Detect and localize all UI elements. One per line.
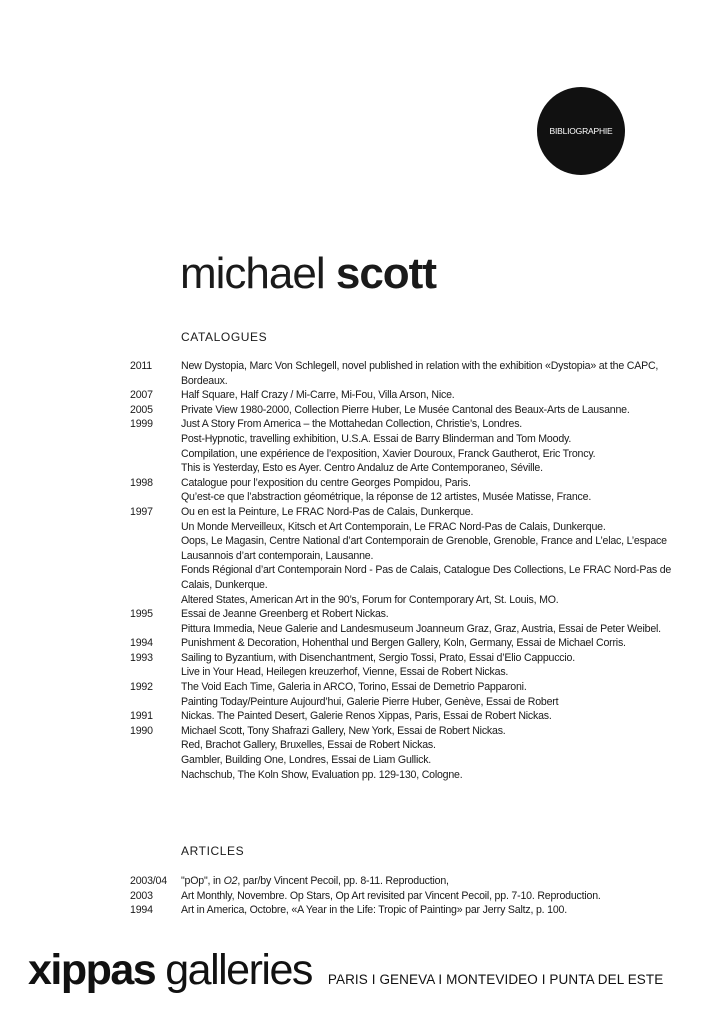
entry-text: The Void Each Time, Galeria in ARCO, Torino, Essai de Demetrio Papparoni. <box>181 681 527 694</box>
entry-text: Red, Brachot Gallery, Bruxelles, Essai de Robert Nickas. <box>181 739 436 752</box>
artist-name <box>180 248 436 300</box>
entry-year: 1995 <box>130 608 153 621</box>
catalogue-entry <box>130 651 678 680</box>
footer <box>28 946 663 1002</box>
badge-label: BIBLIOGRAPHIE <box>549 126 613 136</box>
artist-last-name: scott <box>335 249 436 298</box>
entry-text: Post-Hypnotic, travelling exhibition, U.S.A. Essai de Barry Blinderman and Tom Moody. <box>181 432 572 445</box>
entry-text: Painting Today/Peinture Aujourd’hui, Galerie Pierre Huber, Genève, Essai de Robert <box>181 695 559 708</box>
entry-text: Private View 1980-2000, Collection Pierre Huber, Le Musée Cantonal des Beaux-Arts de Lausanne. <box>181 403 630 416</box>
entry-year: 1992 <box>130 681 153 694</box>
entry-text: Sailing to Byzantium, with Disenchantment, Sergio Tossi, Prato, Essai d’Elio Cappuccio. <box>181 651 575 664</box>
entry-text <box>181 903 678 918</box>
entry-year: 1991 <box>130 710 153 723</box>
article-entry <box>130 903 678 918</box>
entry-text: Oops, Le Magasin, Centre National d’art Contemporain de Grenoble, Grenoble, France and L’elac, L’espace Lausannois d’art contemporain, Lausanne. <box>181 535 667 562</box>
entry-text: Catalogue pour l’exposition du centre Georges Pompidou, Paris. <box>181 476 471 489</box>
catalogue-entry <box>130 417 678 475</box>
artist-first-name: michael <box>180 249 325 298</box>
entry-text: Gambler, Building One, Londres, Essai de Liam Gullick. <box>181 754 432 767</box>
entry-text: Altered States, American Art in the 90’s, Forum for Contemporary Art, St. Louis, MO. <box>181 593 559 606</box>
catalogue-entry <box>130 709 678 724</box>
entry-text: Qu’est-ce que l’abstraction géométrique, la réponse de 12 artistes, Musée Matisse, France. <box>181 491 592 504</box>
catalogue-entry <box>130 607 678 636</box>
entry-text: Un Monde Merveilleux, Kitsch et Art Contemporain, Le FRAC Nord-Pas de Calais, Dunkerque. <box>181 520 606 533</box>
articles-list <box>130 874 678 918</box>
entry-text: This is Yesterday, Esto es Ayer. Centro Andaluz de Arte Contemporaneo, Séville. <box>181 462 543 475</box>
entry-text: Pittura Immedia, Neue Galerie and Landesmuseum Joanneum Graz, Graz, Austria, Essai de Peter Weibel. <box>181 622 661 635</box>
entry-text: Compilation, une expérience de l’exposition, Xavier Douroux, Franck Gautherot, Eric Troncy. <box>181 447 596 460</box>
entry-text: Ou en est la Peinture, Le FRAC Nord-Pas de Calais, Dunkerque. <box>181 505 474 518</box>
articles-heading: ARTICLES <box>181 844 245 858</box>
catalogue-entry <box>130 505 678 607</box>
entry-year: 2003/04 <box>130 875 167 887</box>
entry-year: 2005 <box>130 403 153 416</box>
entry-text: Live in Your Head, Heilegen kreuzerhof, Vienne, Essai de Robert Nickas. <box>181 666 509 679</box>
gallery-brand-light: galleries <box>165 946 312 994</box>
catalogues-heading: CATALOGUES <box>181 330 268 344</box>
catalogue-entry <box>130 476 678 505</box>
entry-text-italic: O2 <box>223 875 238 887</box>
entry-year: 1994 <box>130 637 153 650</box>
entry-year: 2007 <box>130 389 153 402</box>
entry-text <box>181 874 678 889</box>
bibliographie-badge <box>537 87 625 175</box>
catalogue-entry <box>130 403 678 418</box>
gallery-brand-bold: xippas <box>28 946 156 994</box>
entry-year: 1994 <box>130 904 153 917</box>
entry-text-pre: "pOp", in <box>181 875 224 887</box>
entry-text: Punishment & Decoration, Hohenthal und Bergen Gallery, Koln, Germany, Essai de Michael Corris. <box>181 637 626 650</box>
article-entry <box>130 874 678 889</box>
entry-text: New Dystopia, Marc Von Schlegell, novel published in relation with the exhibition «Dystopia» at the CAPC, Bordeaux. <box>181 360 659 387</box>
catalogue-entry <box>130 388 678 403</box>
entry-year: 2011 <box>130 360 152 372</box>
entry-text-pre: Art in America, Octobre, «A Year in the Life: Tropic of Painting» par Jerry Saltz, p. 100. <box>181 904 567 917</box>
entry-text: Fonds Régional d’art Contemporain Nord - Pas de Calais, Catalogue Des Collections, Le FRAC Nord-Pas de Calais, Dunkerque. <box>181 564 672 591</box>
entry-text: Just A Story From America – the Mottahedan Collection, Christie’s, Londres. <box>181 418 523 431</box>
entry-text: Essai de Jeanne Greenberg et Robert Nickas. <box>181 608 389 621</box>
entry-year: 2003 <box>130 889 153 902</box>
catalogue-entry <box>130 680 678 709</box>
entry-text: Half Square, Half Crazy / Mi-Carre, Mi-Fou, Villa Arson, Nice. <box>181 389 455 402</box>
catalogue-entry <box>130 636 678 651</box>
entry-year: 1993 <box>130 651 153 664</box>
article-entry <box>130 889 678 904</box>
catalogue-entry <box>130 724 678 782</box>
entry-text: Michael Scott, Tony Shafrazi Gallery, New York, Essai de Robert Nickas. <box>181 724 506 737</box>
entry-text-pre: Art Monthly, Novembre. Op Stars, Op Art revisited par Vincent Pecoil, pp. 7-10. Reproduction. <box>181 889 601 902</box>
entry-year: 1997 <box>130 505 153 518</box>
entry-year: 1999 <box>130 418 153 431</box>
catalogue-entry <box>130 359 678 388</box>
gallery-cities: PARIS I GENEVA I MONTEVIDEO I PUNTA DEL ESTE <box>327 972 664 987</box>
entry-year: 1990 <box>130 724 153 737</box>
entry-text: Nickas. The Painted Desert, Galerie Renos Xippas, Paris, Essai de Robert Nickas. <box>181 710 552 723</box>
entry-text <box>181 889 678 904</box>
entry-text: Nachschub, The Koln Show, Evaluation pp. 129-130, Cologne. <box>181 768 463 781</box>
entry-text-post: , par/by Vincent Pecoil, pp. 8-11. Reproduction, <box>237 875 449 887</box>
catalogues-list <box>130 359 678 782</box>
entry-year: 1998 <box>130 476 153 489</box>
